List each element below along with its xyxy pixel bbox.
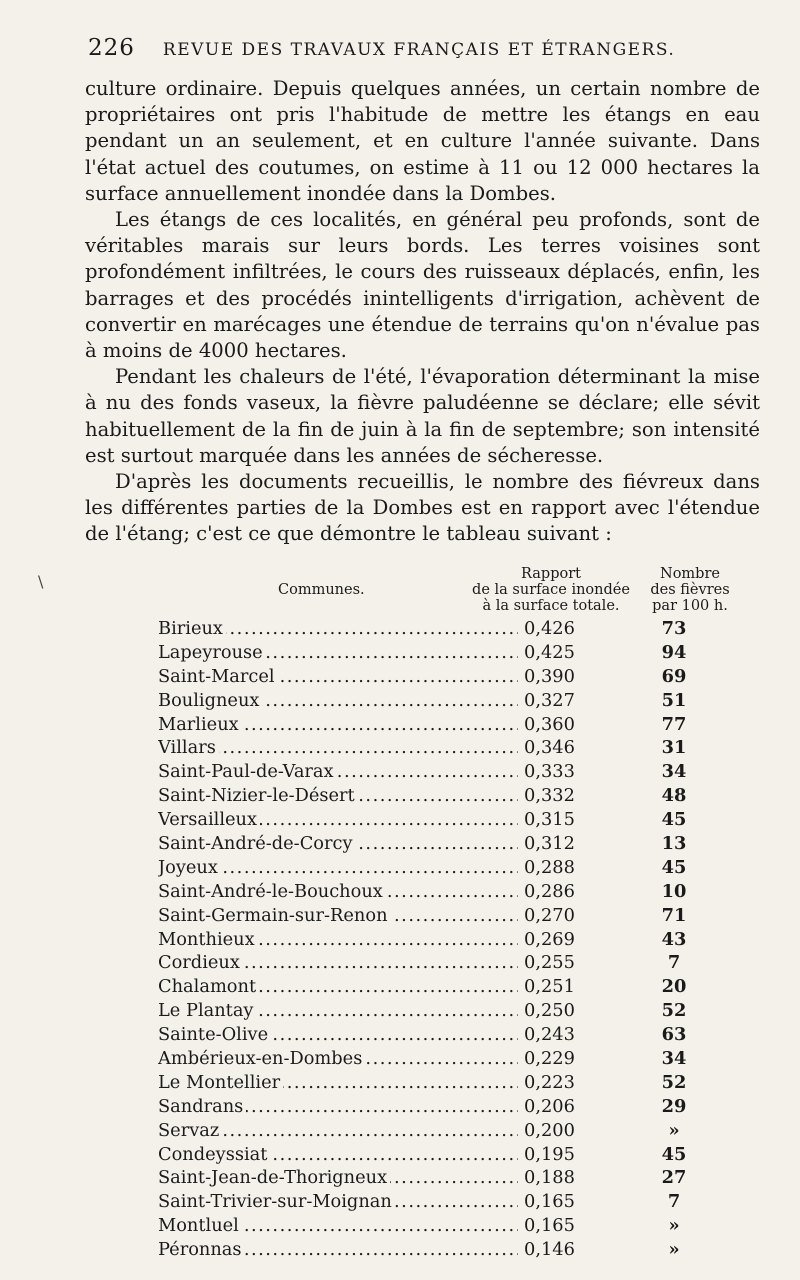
column-header-nombre-line: par 100 h.	[652, 598, 728, 614]
commune-cell	[158, 1215, 518, 1236]
table-row	[158, 1215, 718, 1239]
table-row	[158, 833, 718, 857]
column-header-rapport-line: à la surface totale.	[482, 598, 620, 614]
ratio-cell: 0,360	[524, 713, 575, 735]
table-row	[158, 785, 718, 809]
commune-name: Saint-André-de-Corcy	[158, 833, 356, 854]
commune-name: Monthieux	[158, 929, 258, 950]
fevers-cell: 7	[667, 1191, 681, 1213]
ratio-cell: 0,346	[524, 737, 575, 759]
commune-cell	[158, 690, 518, 711]
commune-name: Birieux	[158, 618, 226, 639]
commune-name: Condeyssiat	[158, 1144, 270, 1165]
fevers-cell: 94	[661, 641, 687, 663]
table-row	[158, 1048, 718, 1072]
commune-cell	[158, 1024, 518, 1045]
paragraph-1: culture ordinaire. Depuis quelques années, un certain nombre de propriétaires ont pris l'habitude de mettre les étangs en eau pendant un an seulement, et en culture l'année suivante. Dans l'état actuel des coutumes, on estime à 11 ou 12 000 hectares la surface annuellement inondée dans la Dombes.	[85, 77, 760, 205]
fevers-cell: 52	[661, 1000, 687, 1022]
commune-cell	[158, 1191, 518, 1212]
commune-cell	[158, 761, 518, 782]
ratio-cell: 0,333	[524, 761, 575, 783]
commune-cell	[158, 905, 518, 926]
running-title: REVUE DES TRAVAUX FRANÇAIS ET ÉTRANGERS.	[162, 40, 676, 60]
ratio-cell: 0,206	[524, 1095, 575, 1117]
column-header-nombre-line: Nombre	[660, 566, 720, 582]
table-row	[158, 1167, 718, 1191]
commune-name: Saint-Marcel	[158, 666, 278, 687]
fevers-cell: 31	[661, 737, 687, 759]
commune-cell	[158, 785, 518, 806]
commune-name: Villars	[158, 737, 219, 758]
fevers-cell: 71	[661, 904, 687, 926]
commune-cell	[158, 809, 518, 830]
ratio-cell: 0,255	[524, 952, 575, 974]
commune-cell	[158, 833, 518, 854]
commune-name: Marlieux	[158, 714, 242, 735]
fevers-cell: 45	[661, 1143, 687, 1165]
fevers-cell: »	[668, 1215, 680, 1237]
fevers-cell: 69	[661, 665, 687, 687]
data-table	[158, 618, 718, 1263]
fevers-cell: »	[668, 1119, 680, 1141]
table-row	[158, 642, 718, 666]
ratio-cell: 0,286	[524, 880, 575, 902]
fevers-cell: 77	[661, 713, 687, 735]
ratio-cell: 0,195	[524, 1143, 575, 1165]
column-header-rapport	[468, 566, 634, 614]
ratio-cell: 0,251	[524, 976, 575, 998]
commune-name: Sainte-Olive	[158, 1024, 271, 1045]
page-header	[88, 35, 768, 61]
page-number: 226	[88, 35, 135, 61]
commune-cell	[158, 929, 518, 950]
table-row	[158, 952, 718, 976]
margin-mark: \	[38, 572, 44, 591]
commune-name: Saint-Germain-sur-Renon	[158, 905, 391, 926]
commune-cell	[158, 1000, 518, 1021]
fevers-cell: 73	[661, 618, 687, 639]
fevers-cell: 13	[661, 833, 687, 855]
ratio-cell: 0,250	[524, 1000, 575, 1022]
commune-name: Le Montellier	[158, 1072, 283, 1093]
commune-cell	[158, 857, 518, 878]
commune-cell	[158, 642, 518, 663]
commune-name: Ambérieux-en-Dombes	[158, 1048, 365, 1069]
commune-cell	[158, 952, 518, 973]
ratio-cell: 0,243	[524, 1024, 575, 1046]
table-row	[158, 1191, 718, 1215]
commune-cell	[158, 1096, 518, 1117]
ratio-cell: 0,390	[524, 665, 575, 687]
commune-cell	[158, 737, 518, 758]
fevers-cell: 48	[661, 785, 687, 807]
commune-name: Montluel	[158, 1215, 242, 1236]
table-row	[158, 1144, 718, 1168]
ratio-cell: 0,146	[524, 1239, 575, 1261]
table-row	[158, 1239, 718, 1263]
table-row	[158, 761, 718, 785]
fevers-cell: »	[668, 1239, 680, 1261]
commune-name: Joyeux	[158, 857, 221, 878]
commune-name: Saint-Trivier-sur-Moignan	[158, 1191, 395, 1212]
table-row	[158, 1096, 718, 1120]
commune-name: Servaz	[158, 1120, 222, 1141]
ratio-cell: 0,312	[524, 833, 575, 855]
commune-cell	[158, 976, 518, 997]
table-row	[158, 618, 718, 642]
table-row	[158, 881, 718, 905]
paragraph-4: D'après les documents recueillis, le nombre des fiévreux dans les différentes parties de la Dombes est en rapport avec l'étendue de l'étang; c'est ce que démontre le tableau suivant :	[85, 470, 760, 546]
commune-cell	[158, 666, 518, 687]
fevers-cell: 52	[661, 1071, 687, 1093]
commune-cell	[158, 1072, 518, 1093]
fevers-cell: 45	[661, 809, 687, 831]
fevers-cell: 43	[661, 928, 687, 950]
table-row	[158, 976, 718, 1000]
table-row	[158, 690, 718, 714]
commune-name: Saint-Paul-de-Varax	[158, 761, 337, 782]
commune-cell	[158, 714, 518, 735]
fevers-cell: 34	[661, 761, 687, 783]
commune-name: Saint-André-le-Bouchoux	[158, 881, 386, 902]
ratio-cell: 0,229	[524, 1048, 575, 1070]
ratio-cell: 0,269	[524, 928, 575, 950]
fevers-cell: 29	[661, 1095, 687, 1117]
commune-name: Lapeyrouse	[158, 642, 266, 663]
ratio-cell: 0,188	[524, 1167, 575, 1189]
commune-name: Bouligneux	[158, 690, 262, 711]
column-header-nombre-line: des fièvres	[650, 582, 730, 598]
commune-name: Versailleux	[158, 809, 260, 830]
ratio-cell: 0,425	[524, 641, 575, 663]
fevers-cell: 10	[661, 880, 687, 902]
table-row	[158, 666, 718, 690]
ratio-cell: 0,332	[524, 785, 575, 807]
fevers-cell: 27	[661, 1167, 687, 1189]
commune-name: Cordieux	[158, 952, 243, 973]
commune-name: Sandrans	[158, 1096, 246, 1117]
fevers-cell: 7	[667, 952, 681, 974]
table-row	[158, 1000, 718, 1024]
ratio-cell: 0,288	[524, 856, 575, 878]
commune-cell	[158, 618, 518, 639]
commune-cell	[158, 881, 518, 902]
ratio-cell: 0,327	[524, 689, 575, 711]
ratio-cell: 0,165	[524, 1191, 575, 1213]
commune-name: Saint-Jean-de-Thorigneux	[158, 1167, 390, 1188]
ratio-cell: 0,200	[524, 1119, 575, 1141]
column-header-rapport-line: Rapport	[521, 566, 581, 582]
ratio-cell: 0,315	[524, 809, 575, 831]
commune-name: Chalamont	[158, 976, 259, 997]
table-row	[158, 714, 718, 738]
paragraph-3: Pendant les chaleurs de l'été, l'évaporation déterminant la mise à nu des fonds vaseux, la fièvre paludéenne se déclare; elle sévit habituellement de la fin de juin à la fin de septembre; son intensité est surtout marquée dans les années de sécheresse.	[85, 365, 760, 467]
body-text	[85, 76, 760, 548]
table-header	[150, 566, 760, 618]
ratio-cell: 0,270	[524, 904, 575, 926]
fevers-cell: 63	[661, 1024, 687, 1046]
fevers-cell: 45	[661, 856, 687, 878]
commune-cell	[158, 1239, 518, 1260]
column-header-rapport-line: de la surface inondée	[472, 582, 630, 598]
commune-name: Saint-Nizier-le-Désert	[158, 785, 358, 806]
table-row	[158, 905, 718, 929]
commune-name: Péronnas	[158, 1239, 245, 1260]
commune-cell	[158, 1048, 518, 1069]
fevers-cell: 51	[661, 689, 687, 711]
column-header-communes: Communes.	[278, 582, 365, 598]
table-row	[158, 1072, 718, 1096]
table-row	[158, 1024, 718, 1048]
table-row	[158, 1120, 718, 1144]
fevers-cell: 34	[661, 1048, 687, 1070]
table-row	[158, 929, 718, 953]
table-row	[158, 809, 718, 833]
ratio-cell: 0,223	[524, 1071, 575, 1093]
commune-cell	[158, 1120, 518, 1141]
paragraph-2: Les étangs de ces localités, en général peu profonds, sont de véritables marais sur leurs bords. Les terres voisines sont profondément infiltrées, le cours des ruisseaux déplacés, enfin, les barrages et des procédés inintelligents d'irrigation, achèvent de convertir en marécages une étendue de terrains qu'on n'évalue pas à moins de 4000 hectares.	[85, 208, 760, 363]
table-row	[158, 857, 718, 881]
ratio-cell: 0,426	[524, 618, 575, 639]
commune-cell	[158, 1167, 518, 1188]
commune-name: Le Plantay	[158, 1000, 256, 1021]
ratio-cell: 0,165	[524, 1215, 575, 1237]
column-header-nombre	[638, 566, 742, 614]
fevers-cell: 20	[661, 976, 687, 998]
table-row	[158, 737, 718, 761]
commune-cell	[158, 1144, 518, 1165]
